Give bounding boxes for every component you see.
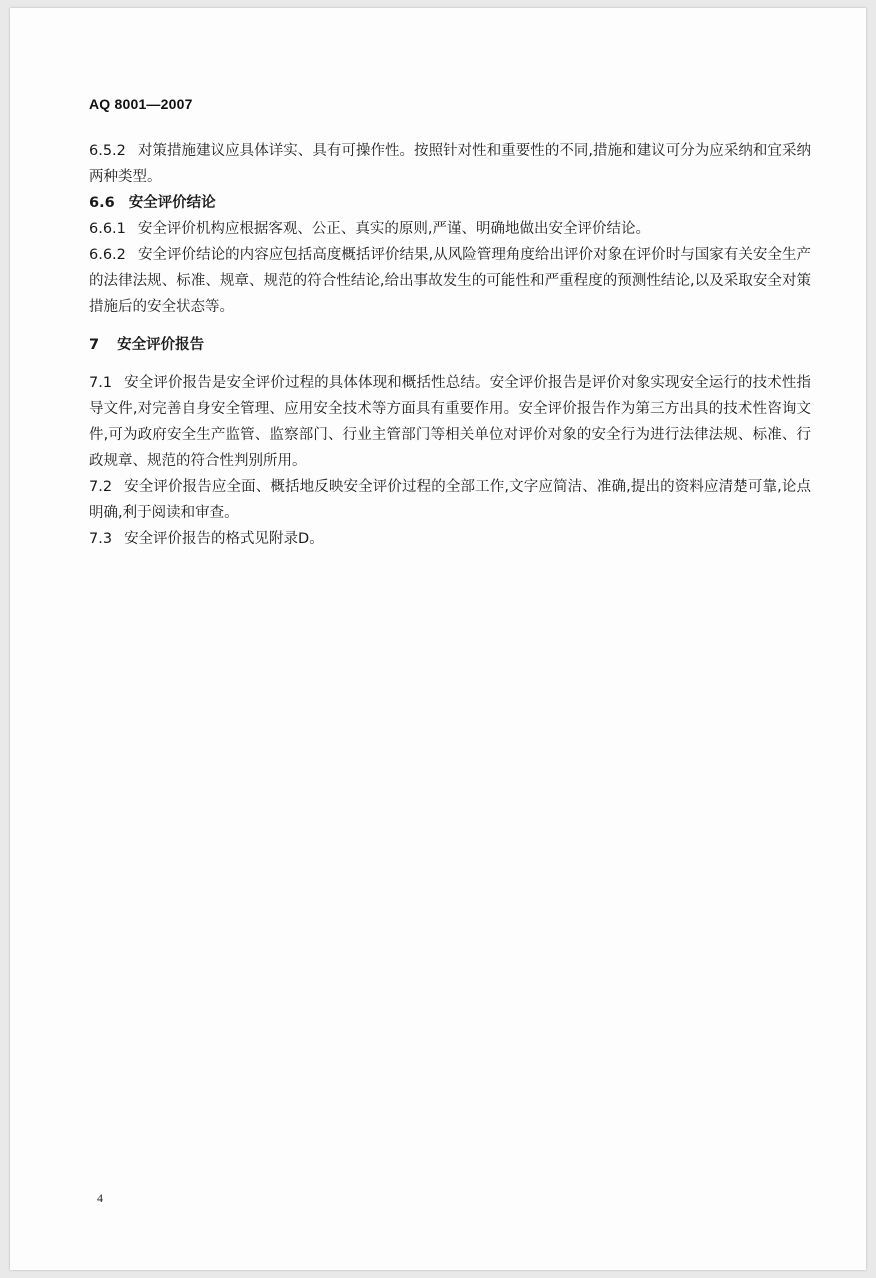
clause-number: 6.5.2 [89,143,126,159]
chapter-title: 安全评价报告 [117,337,205,353]
clause-number: 7.2 [89,479,113,495]
clause-text: 安全评价报告的格式见附录D。 [124,531,324,547]
chapter-heading-7 [89,332,811,358]
clause-text: 安全评价报告应全面、概括地反映安全评价过程的全部工作,文字应简洁、准确,提出的资料应清楚可靠,论点明确,利于阅读和审查。 [89,479,811,521]
clause-number: 6.6.2 [89,247,126,263]
document-page [10,8,866,1270]
chapter-number: 7 [89,337,100,353]
clause-text: 安全评价报告是安全评价过程的具体体现和概括性总结。安全评价报告是评价对象实现安全运行的技术性指导文件,对完善自身安全管理、应用安全技术等方面具有重要作用。安全评价报告作为第三方出具的技术性咨询文件,可为政府安全生产监管、监察部门、行业主管部门等相关单位对评价对象的安全行为进行法律法规、标准、行政规章、规范的符合性判别所用。 [89,375,811,469]
clause-6-6-2 [89,242,811,320]
clause-text: 安全评价机构应根据客观、公正、真实的原则,严谨、明确地做出安全评价结论。 [137,221,651,237]
clause-number: 7.1 [89,375,113,391]
clause-number: 7.3 [89,531,113,547]
clause-text: 安全评价结论的内容应包括高度概括评价结果,从风险管理角度给出评价对象在评价时与国家有关安全生产的法律法规、标准、规章、规范的符合性结论,给出事故发生的可能性和严重程度的预测性结论,以及采取安全对策措施后的安全状态等。 [89,247,811,315]
clause-text: 对策措施建议应具体详实、具有可操作性。按照针对性和重要性的不同,措施和建议可分为应采纳和宜采纳两种类型。 [89,143,811,185]
clause-6-6-1 [89,216,811,242]
section-title: 安全评价结论 [128,195,216,211]
clause-6-5-2 [89,138,811,190]
clause-7-2 [89,474,811,526]
section-number: 6.6 [89,195,115,211]
clause-7-3 [89,526,811,552]
page-number: 4 [97,1191,103,1205]
document-body [89,138,811,552]
section-heading-6-6 [89,190,811,216]
clause-7-1 [89,370,811,474]
document-code: AQ 8001—2007 [89,96,193,112]
clause-number: 6.6.1 [89,221,126,237]
